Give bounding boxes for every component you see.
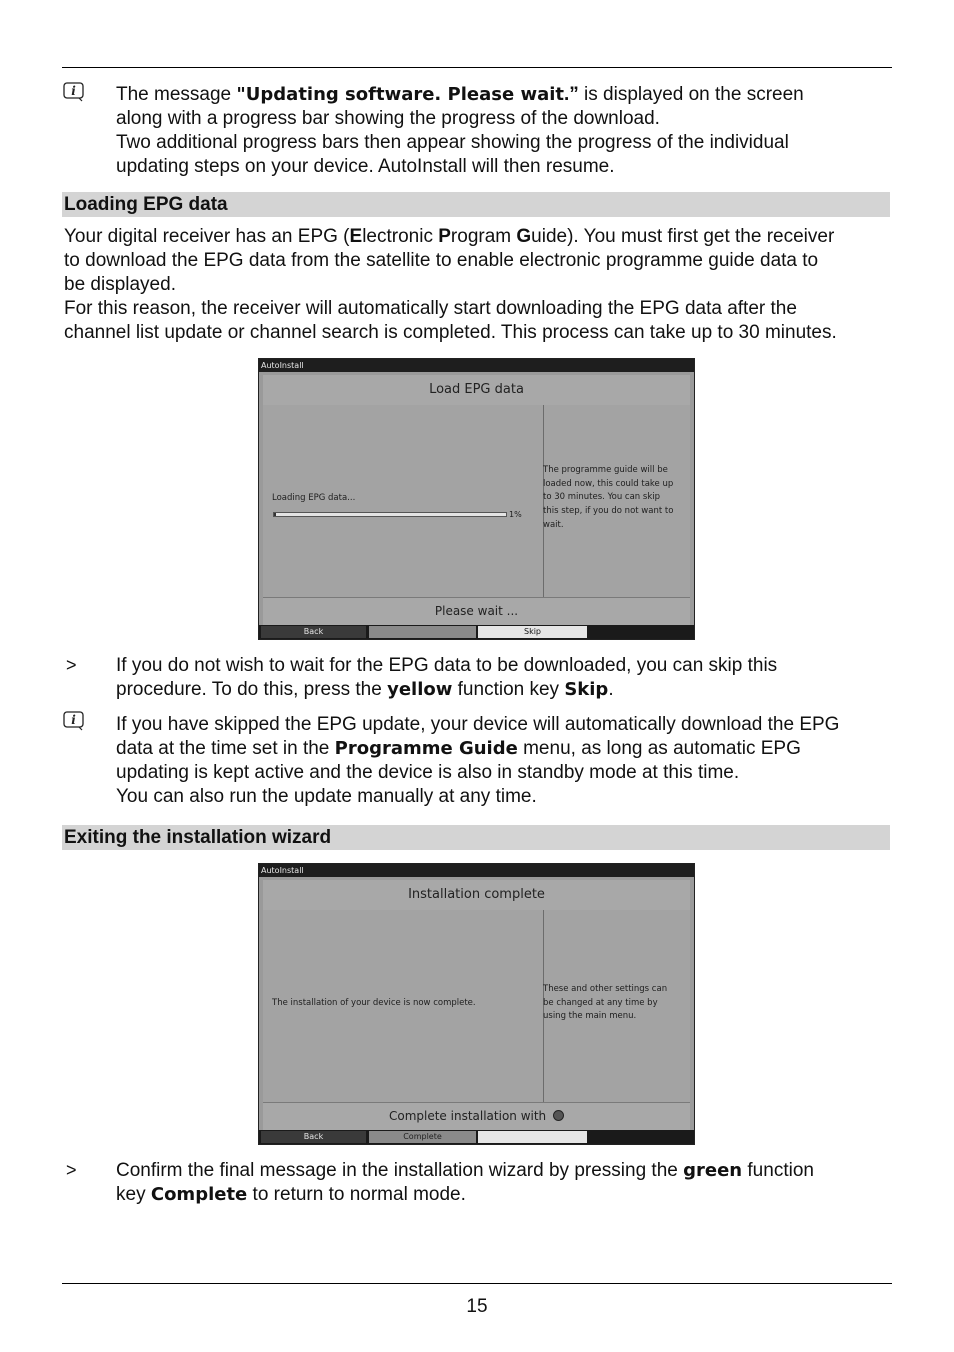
screen-titlebar: AutoInstall: [259, 864, 694, 877]
load-epg-screenshot: [258, 358, 695, 640]
blue-key[interactable]: [589, 1131, 693, 1143]
info-text: The programme guide will be loaded now, this could take up to 30 minutes. You can skip this step, if you do not want to wait.: [543, 465, 674, 530]
red-key-back[interactable]: Back: [261, 1131, 366, 1143]
bottom-rule: [62, 1283, 892, 1284]
installation-complete-screenshot: [258, 863, 695, 1145]
complete-instruction: Confirm the final message in the installation wizard by pressing the green function key Complete to return to normal mode.: [116, 1160, 814, 1205]
info-icon: [63, 711, 85, 731]
progress-percent: 1%: [509, 510, 522, 519]
screen-footer: Complete installation with: [263, 1102, 690, 1131]
green-key-complete[interactable]: Complete: [369, 1131, 476, 1143]
epg-intro-paragraph: Your digital receiver has an EPG (Electronic Program Guide). You must first get the receiver to download the EPG data from the satellite to enable electronic programme guide data to be displayed. For this reason, the receiver will automatically start downloading the EPG data after the channel list update or channel search is completed. This process can take up to 30 minutes.: [64, 226, 837, 343]
function-keys: [259, 1130, 694, 1144]
screen-body: [263, 405, 690, 597]
screen-header: Installation complete: [263, 880, 690, 911]
note-skipped-epg: If you have skipped the EPG update, your device will automatically download the EPG data at the time set in the Programme Guide menu, as long as automatic EPG updating is kept active and the device is also in standby mode at this time. You can also run the update manually at any time.: [116, 714, 840, 807]
green-key[interactable]: [369, 626, 476, 638]
green-button-icon: [553, 1110, 564, 1121]
screen-footer: Please wait ...: [263, 597, 690, 626]
top-rule: [62, 67, 892, 68]
red-key-back[interactable]: Back: [261, 626, 366, 638]
epg-progress-fill: [274, 513, 276, 516]
skip-instruction: If you do not wish to wait for the EPG data to be downloaded, you can skip this procedure. To do this, press the yellow function key Skip.: [116, 655, 778, 700]
yellow-key[interactable]: [478, 1131, 587, 1143]
section-heading-epg: Loading EPG data: [62, 192, 890, 217]
screen-body: [263, 910, 690, 1102]
epg-progress-bar: [273, 512, 507, 517]
page-number: 15: [466, 1296, 488, 1317]
info-text: These and other settings can be changed at any time by using the main menu.: [543, 984, 668, 1022]
step-marker: >: [66, 1160, 77, 1180]
note-software-update: The message "Updating software. Please wait.” is displayed on the screen along with a progress bar showing the progress of the download. Two additional progress bars then appear showing the progress of the individual updating steps on your device. AutoInstall will then resume.: [116, 84, 804, 177]
screen-header: Load EPG data: [263, 375, 690, 406]
blue-key[interactable]: [589, 626, 693, 638]
complete-label: The installation of your device is now complete.: [272, 998, 476, 1008]
function-keys: [259, 625, 694, 639]
yellow-key-skip[interactable]: Skip: [478, 626, 587, 638]
screen-titlebar: AutoInstall: [259, 359, 694, 372]
loading-label: Loading EPG data...: [272, 493, 356, 503]
step-marker: >: [66, 655, 77, 675]
info-icon: [63, 82, 85, 102]
section-heading-exit: Exiting the installation wizard: [62, 825, 890, 850]
svg-text:i: i: [71, 84, 76, 98]
svg-text:i: i: [71, 713, 76, 727]
